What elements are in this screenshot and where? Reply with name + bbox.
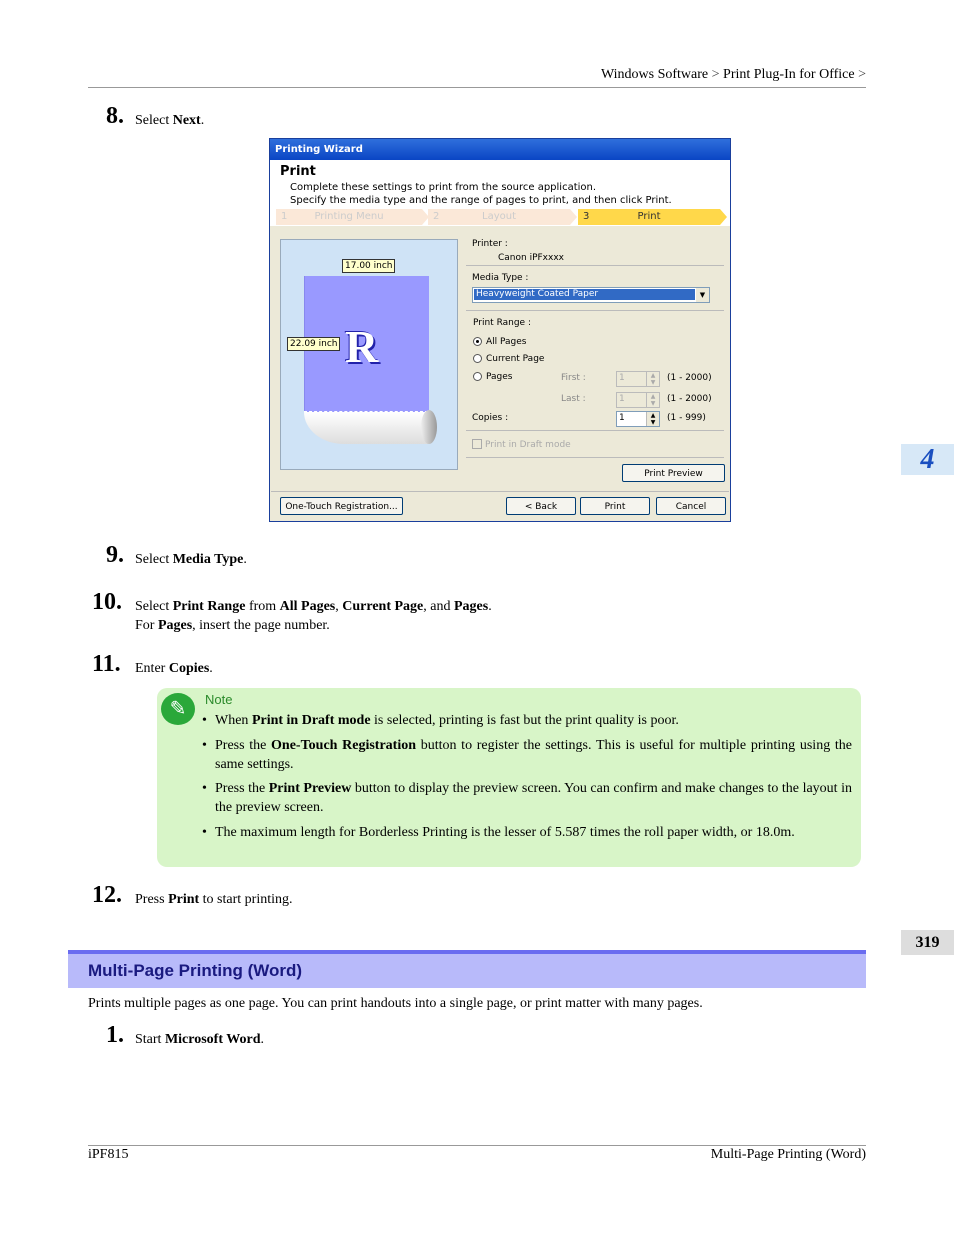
breadcrumb xyxy=(601,67,866,83)
media-type-label: Media Type : xyxy=(472,273,529,283)
breadcrumb-separator: > xyxy=(711,67,720,82)
wizard-step-print: 3 Print xyxy=(578,209,720,225)
step-number: 10. xyxy=(92,589,122,615)
dialog-title-bar xyxy=(270,139,730,160)
copies-input[interactable]: 1 ▲ ▼ xyxy=(616,411,660,427)
note-item: • Press the Print Preview button to display the preview screen. You can confirm and make changes to the layout in the preview screen. xyxy=(202,781,852,815)
header-divider xyxy=(88,87,866,88)
draft-mode-checkbox[interactable] xyxy=(472,439,482,449)
one-touch-registration-button[interactable]: One-Touch Registration... xyxy=(280,497,403,515)
note-item: • When Print in Draft mode is selected, printing is fast but the print quality is poor. xyxy=(202,713,679,728)
note-title: Note xyxy=(205,692,233,707)
back-button[interactable]: < Back xyxy=(506,497,576,515)
step-text: Press Print to start printing. xyxy=(135,892,293,907)
breadcrumb-item: Print Plug-In for Office xyxy=(723,67,855,82)
divider xyxy=(271,491,729,492)
pencil-icon: ✎ xyxy=(161,693,195,725)
step-text: Select Print Range from All Pages, Current Page, and Pages. xyxy=(135,599,492,614)
layout-preview xyxy=(280,239,458,470)
note-item: • The maximum length for Borderless Printing is the lesser of 5.587 times the roll paper width, or 18.0m. xyxy=(202,825,795,840)
step-text: Start Microsoft Word. xyxy=(135,1032,264,1047)
all-pages-radio[interactable] xyxy=(473,337,482,346)
dialog-header xyxy=(270,160,730,226)
dialog-title: Printing Wizard xyxy=(275,144,363,155)
first-page-input[interactable]: 1 ▲ ▼ xyxy=(616,371,660,387)
dialog-description: Complete these settings to print from the source application. Specify the media type and the range of pages to print, and then click Print. xyxy=(290,182,672,206)
media-type-value: Heavyweight Coated Paper xyxy=(474,289,695,300)
divider xyxy=(466,265,724,266)
last-label: Last : xyxy=(561,394,586,404)
step-text: For Pages, insert the page number. xyxy=(135,618,330,633)
printer-value: Canon iPFxxxx xyxy=(498,253,564,263)
print-preview-button[interactable]: Print Preview xyxy=(622,464,725,482)
paper-roll xyxy=(304,412,428,444)
section-intro: Prints multiple pages as one page. You can print handouts into a single page, or print matter with many pages. xyxy=(88,996,703,1011)
current-page-label: Current Page xyxy=(486,354,545,364)
current-page-radio[interactable] xyxy=(473,354,482,363)
last-page-input[interactable]: 1 ▲ ▼ xyxy=(616,392,660,408)
bullet-icon: • xyxy=(202,825,207,840)
breadcrumb-item: Windows Software xyxy=(600,67,709,82)
footer-divider xyxy=(88,1145,866,1146)
chevron-right-icon xyxy=(570,209,577,225)
section-title: Multi-Page Printing (Word) xyxy=(88,961,303,980)
bullet-icon: • xyxy=(202,713,207,728)
bullet-icon: • xyxy=(202,781,207,796)
copies-label: Copies : xyxy=(472,413,509,423)
first-label: First : xyxy=(561,373,586,383)
all-pages-label: All Pages xyxy=(486,337,527,347)
cancel-button[interactable]: Cancel xyxy=(656,497,726,515)
footer-left: iPF815 xyxy=(88,1147,129,1162)
breadcrumb-separator: > xyxy=(858,67,866,82)
pages-label: Pages xyxy=(486,372,513,382)
print-button[interactable]: Print xyxy=(580,497,650,515)
last-range-hint: (1 - 2000) xyxy=(667,394,712,404)
spinner-arrows-icon: ▲ ▼ xyxy=(646,412,659,426)
wizard-step-printing-menu: 1 Printing Menu xyxy=(276,209,422,225)
step-text: Select Next. xyxy=(135,113,205,128)
page-number-tab: 319 xyxy=(901,930,954,955)
media-type-select[interactable] xyxy=(472,287,710,303)
printer-label: Printer : xyxy=(472,239,508,249)
chevron-down-icon[interactable]: ▼ xyxy=(696,288,709,302)
step-number: 9. xyxy=(106,542,124,568)
spinner-arrows-icon: ▲ ▼ xyxy=(646,393,659,407)
draft-mode-label: Print in Draft mode xyxy=(485,440,571,450)
preview-letter: R xyxy=(345,321,379,372)
spinner-arrows-icon: ▲ ▼ xyxy=(646,372,659,386)
footer-right: Multi-Page Printing (Word) xyxy=(710,1147,866,1162)
first-range-hint: (1 - 2000) xyxy=(667,373,712,383)
wizard-step-layout: 2 Layout xyxy=(428,209,570,225)
chevron-right-icon xyxy=(720,209,727,225)
width-label: 17.00 inch xyxy=(342,259,395,273)
divider xyxy=(466,430,724,431)
step-number: 11. xyxy=(92,651,121,677)
dialog-heading: Print xyxy=(280,164,316,179)
printing-wizard-dialog xyxy=(269,138,731,522)
step-text: Select Media Type. xyxy=(135,552,247,567)
copies-hint: (1 - 999) xyxy=(667,413,706,423)
height-label: 22.09 inch xyxy=(287,337,340,351)
step-number: 8. xyxy=(106,103,124,129)
step-number: 12. xyxy=(92,882,122,908)
step-text: Enter Copies. xyxy=(135,661,213,676)
pages-radio[interactable] xyxy=(473,372,482,381)
divider xyxy=(466,310,724,311)
note-item: • Press the One-Touch Registration button to register the settings. This is useful for multiple printing using the same settings. xyxy=(202,738,852,772)
step-number: 1. xyxy=(106,1022,124,1048)
bullet-icon: • xyxy=(202,738,207,753)
print-range-label: Print Range : xyxy=(473,318,531,328)
roll-end-icon xyxy=(421,410,437,444)
chapter-tab[interactable]: 4 xyxy=(901,444,954,475)
divider xyxy=(466,457,724,458)
